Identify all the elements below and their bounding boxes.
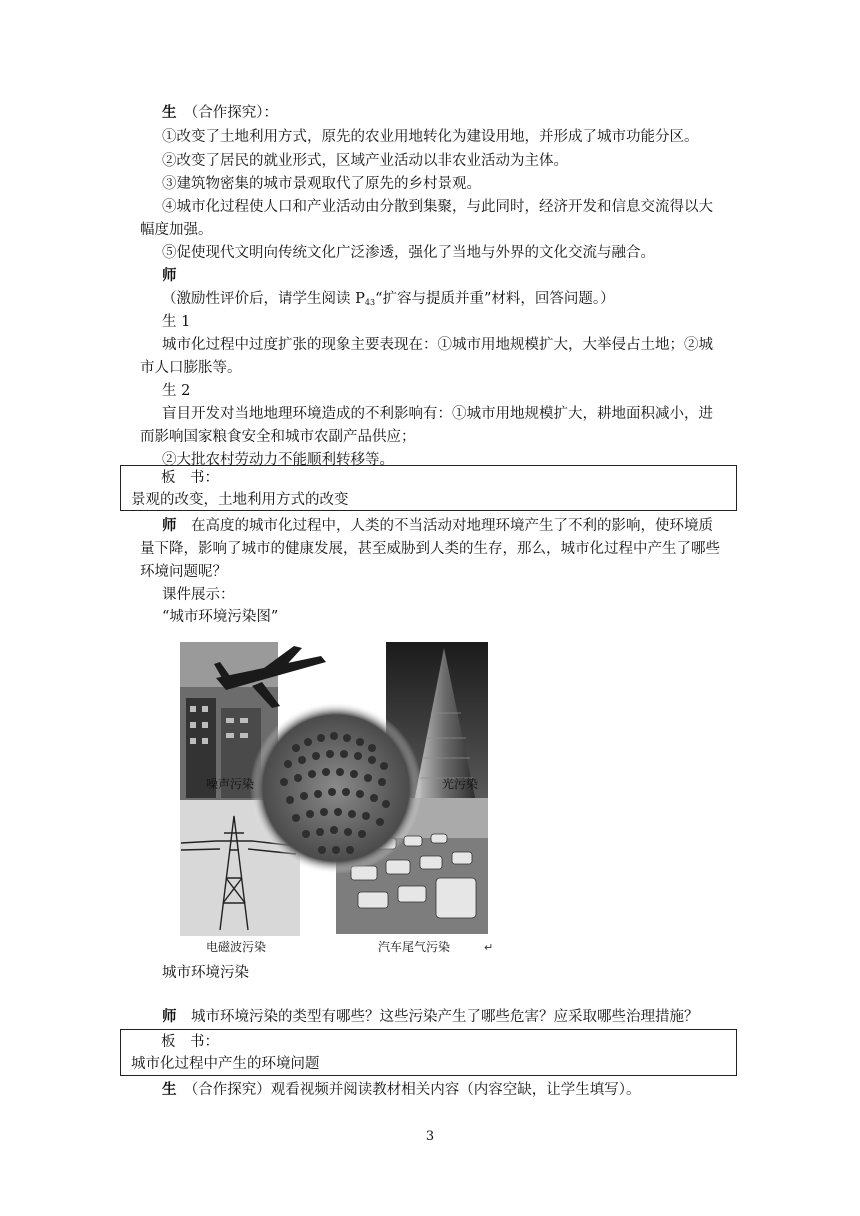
speaker-label: 生 [162,1081,177,1098]
paragraph-line: ④城市化过程使人口和产业活动由分散到集聚，与此同时，经济开发和信息交流得以大 [162,199,713,215]
figure-label-noise: 噪声污染 [206,777,255,791]
speaker-label: 生 2 [162,383,191,399]
paragraph-line: 课件展示： [162,587,235,603]
speaker-label: 师 [162,267,177,284]
paragraph-text: 城市环境污染的类型有哪些？这些污染产生了哪些危害？应采取哪些治理措施？ [191,1009,699,1025]
speaker-label: 师 [162,517,177,534]
crowd-photo [250,702,422,874]
figure-label-exhaust: 汽车尾气污染 [378,940,451,953]
blackboard-title: 板 书： [161,1034,219,1050]
pollution-collage-graphic [176,638,496,953]
return-mark-icon: ↵ [484,941,494,953]
paragraph-line: 量下降，影响了城市的健康发展，甚至威胁到人类的生存，那么，城市化过程中产生了哪些 [140,541,720,557]
paragraph-text: （激励性评价后，请学生阅读 P [162,291,365,307]
page-number: 3 [425,1129,435,1144]
paragraph-line: 环境问题呢？ [140,564,227,580]
paragraph-line: ②改变了居民的就业形式，区域产业活动以非农业活动为主体。 [162,153,568,169]
pollution-collage-image [176,638,496,953]
figure-label-light: 光污染 [442,777,479,791]
paragraph-text: 在高度的城市化过程中，人类的不当活动对地理环境产生了不利的影响，使环境质 [191,518,713,534]
paragraph-line: 盲目开发对当地地理环境造成的不利影响有：①城市用地规模扩大，耕地面积减小，进 [162,406,713,422]
blackboard-text: 城市化过程中产生的环境问题 [131,1056,320,1072]
paragraph-line: ③建筑物密集的城市景观取代了原先的乡村景观。 [162,176,481,192]
blackboard-title: 板 书： [161,470,219,486]
paragraph-line: ⑤促使现代文明向传统文化广泛渗透，强化了当地与外界的文化交流与融合。 [162,245,655,261]
blackboard-text: 景观的改变，土地利用方式的改变 [131,492,349,508]
paragraph-line: 而影响国家粮食安全和城市农副产品供应； [140,429,416,445]
paragraph-line [162,1006,762,1028]
paragraph-line [162,1079,762,1101]
speaker-label: 生 [162,104,177,121]
blackboard-box [120,465,737,511]
paragraph-line: ②大批农村劳动力不能顺利转移等。 [162,452,394,468]
paragraph-text: （合作探究）观看视频并阅读教材相关内容（内容空缺，让学生填写）。 [191,1082,641,1098]
paragraph-text: “扩容与提质并重”材料，回答问题。） [375,291,615,307]
page-subscript: 43 [364,298,376,307]
paragraph-line: 市人口膨胀等。 [140,360,242,376]
speaker-label: 师 [162,1008,177,1025]
paragraph-line: 幅度加强。 [140,222,213,238]
paragraph-line [162,515,762,537]
figure-label-em: 电磁波污染 [206,940,267,953]
paragraph-line: ①改变了土地利用方式，原先的农业用地转化为建设用地，并形成了城市功能分区。 [162,129,699,145]
speaker-label: 生 1 [162,314,191,330]
paragraph-text: （合作探究）： [191,105,278,121]
figure-caption: 城市环境污染 [162,965,249,981]
paragraph-line: “城市环境污染图” [162,609,279,625]
paragraph-line [162,102,762,124]
paragraph-line: 城市化过程中过度扩张的现象主要表现在：①城市用地规模扩大，大举侵占土地；②城 [162,337,713,353]
blackboard-box [120,1029,737,1076]
